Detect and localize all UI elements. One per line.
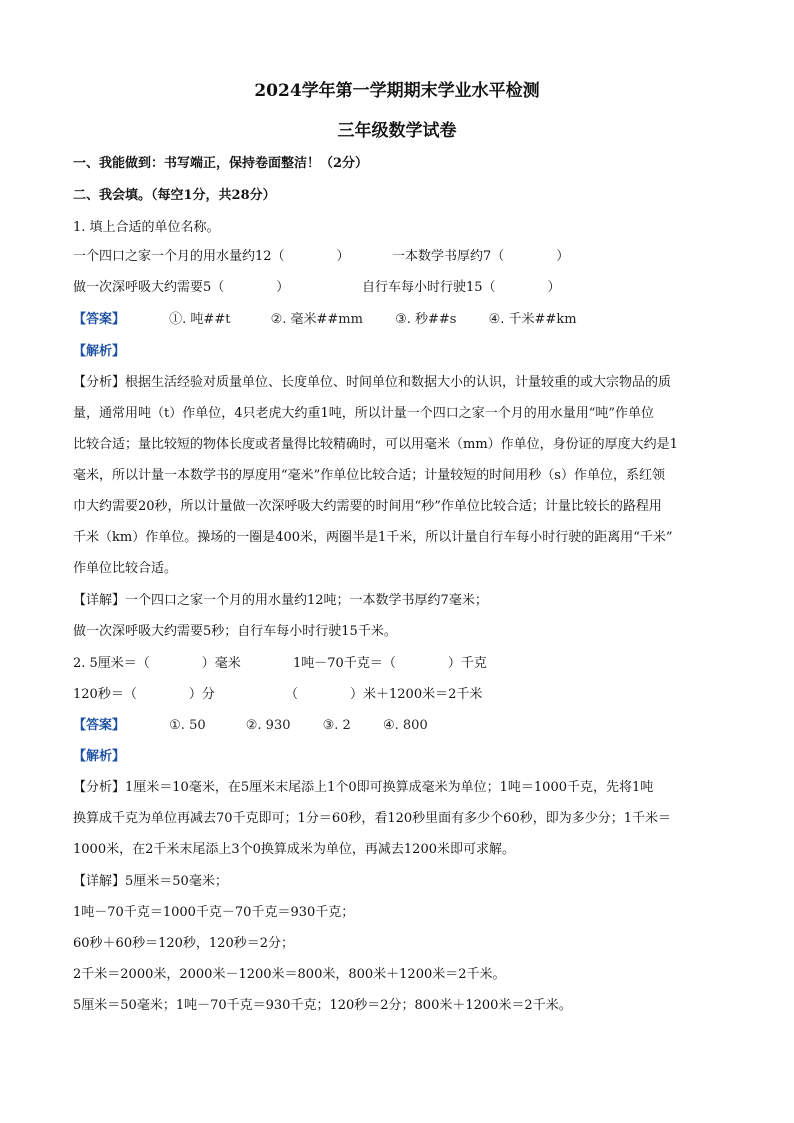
q1-analysis-line: 千米（km）作单位。操场的一圈是400米，两圈半是1千米，所以计量自行车每小时行驶的距离用“千米”	[73, 530, 673, 545]
q1-analysis-line: 作单位比较合适。	[73, 561, 178, 576]
q1-answer-3: ③. 秒##s	[395, 312, 457, 327]
q1-analysis-line: 毫米，所以计量一本数学书的厚度用“毫米”作单位比较合适；计量较短的时间用秒（s）作单位，系红领	[73, 468, 665, 483]
answer-tag: 【答案】	[73, 718, 126, 733]
q1-blank-breath: 做一次深呼吸大约需要5（ ）	[73, 280, 290, 295]
answer-tag: 【答案】	[73, 312, 126, 327]
q2-detail-line: 1吨－70千克＝1000千克－70千克＝930千克；	[73, 905, 355, 920]
q1-answer-1: ①. 吨##t	[169, 312, 231, 327]
q2-answer-3: ③. 2	[322, 718, 351, 733]
q1-detail-line: 做一次深呼吸大约需要5秒；自行车每小时行驶15千米。	[73, 624, 397, 639]
q2-answer-1: ①. 50	[169, 718, 206, 733]
q2-answer-row	[73, 714, 428, 733]
page-title: 2024学年第一学期期末学业水平检测	[254, 81, 540, 101]
q2-analysis-line: 1000米，在2千米末尾添上3个0换算成米为单位，再减去1200米即可求解。	[73, 842, 515, 857]
q2-detail-line: 【详解】5厘米＝50毫米；	[73, 874, 228, 889]
q1-analysis-line: 比较合适；量比较短的物体长度或者量得比较精确时，可以用毫米（mm）作单位，身份证的厚度大约是1	[73, 437, 678, 452]
q2-blank-meters: （ ）米＋1200米＝2千米	[285, 687, 483, 702]
q2-detail-line: 60秒＋60秒＝120秒，120秒＝2分；	[73, 936, 294, 951]
q1-blank-book: 一本数学书厚约7（ ）	[392, 249, 570, 264]
q2-analysis-line: 【分析】1厘米＝10毫米，在5厘米末尾添上1个0即可换算成毫米为单位；1吨＝1000千克，先将1吨	[73, 780, 654, 795]
q2-analysis-line: 换算成千克为单位再减去70千克即可；1分＝60秒，看120秒里面有多少个60秒，即为多少分；1千米＝	[73, 811, 671, 826]
q1-blank-water: 一个四口之家一个月的用水量约12（ ）	[73, 249, 350, 264]
q2-blank-seconds: 120秒＝（ ）分	[73, 687, 215, 702]
q1-detail-line: 【详解】一个四口之家一个月的用水量约12吨；一本数学书厚约7毫米；	[73, 593, 488, 608]
q1-stem: 1. 填上合适的单位名称。	[73, 220, 220, 235]
q2-blank-ton: 1吨－70千克＝（ ）千克	[293, 656, 487, 671]
q2-answer-2: ②. 930	[245, 718, 291, 733]
q1-analysis-line: 巾大约需要20秒，所以计量做一次深呼吸大约需要的时间用“秒”作单位比较合适；计量比较长的路程用	[73, 499, 662, 514]
section-two-heading: 二、我会填。（每空1分，共28分）	[73, 188, 276, 203]
q1-answer-4: ④. 千米##km	[488, 312, 577, 327]
q1-analysis-line: 量，通常用吨（t）作单位，4只老虎大约重1吨，所以计量一个四口之家一个月的用水量用“吨”作单位	[73, 406, 655, 421]
q2-detail-line: 5厘米＝50毫米；1吨－70千克＝930千克；120秒＝2分；800米＋1200米＝2千米。	[73, 998, 572, 1013]
q2-blank-cm: 2. 5厘米＝（ ）毫米	[73, 656, 241, 671]
q1-analysis-tag: 【解析】	[73, 344, 126, 359]
q1-answer-row	[73, 308, 577, 327]
q2-detail-line: 2千米＝2000米，2000米－1200米＝800米，800米＋1200米＝2千米。	[73, 967, 506, 982]
q1-analysis-line: 【分析】根据生活经验对质量单位、长度单位、时间单位和数据大小的认识，计量较重的或大宗物品的质	[73, 375, 672, 390]
section-one-heading: 一、我能做到：书写端正，保持卷面整洁！（2分）	[73, 156, 369, 171]
q1-answer-2: ②. 毫米##mm	[270, 312, 363, 327]
q2-analysis-tag: 【解析】	[73, 749, 126, 764]
q2-answer-4: ④. 800	[382, 718, 428, 733]
q1-blank-bike: 自行车每小时行驶15（ ）	[362, 280, 561, 295]
page-subtitle: 三年级数学试卷	[337, 121, 457, 141]
